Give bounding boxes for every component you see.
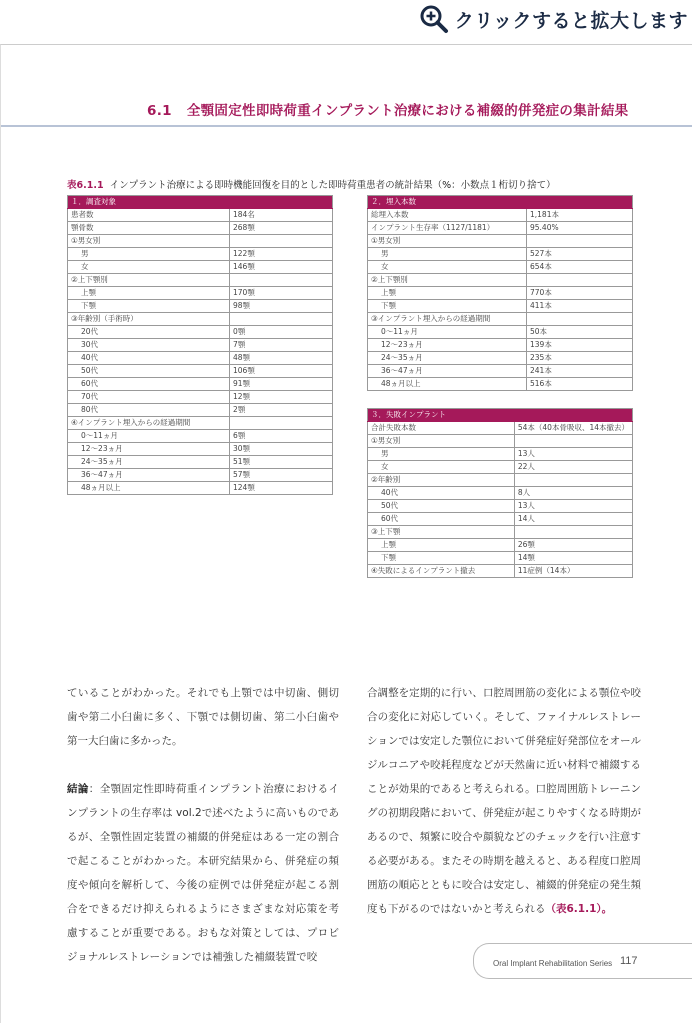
table-cell-value: 11症例（14本） (514, 565, 632, 578)
table-row (368, 274, 633, 287)
table-row (368, 487, 633, 500)
body-text: ていることがわかった。それでも上顎では中切歯、側切歯や第二小臼歯に多く、下顎では側切歯、第二小臼歯や第一大臼歯に多かった。 (67, 687, 339, 747)
table-row (368, 539, 633, 552)
table-row (368, 378, 633, 391)
table-cell-value (230, 235, 333, 248)
table-cell-value: 48顎 (230, 352, 333, 365)
table-cell-label: 24～35ヵ月 (368, 352, 527, 365)
table-row (68, 261, 333, 274)
table-cell-value: 411本 (527, 300, 633, 313)
table-cell-label: 下顎 (368, 552, 515, 565)
table-row (68, 404, 333, 417)
table-cell-value: 122顎 (230, 248, 333, 261)
table-row (68, 391, 333, 404)
table-row (68, 378, 333, 391)
table-cell-value: 170顎 (230, 287, 333, 300)
table-cell-label: 上顎 (68, 287, 230, 300)
table-reference: 表6.1.1 (556, 903, 597, 915)
body-column-left (67, 681, 339, 993)
table-cell-value: 91顎 (230, 378, 333, 391)
table-cell-value: 51顎 (230, 456, 333, 469)
table-cell-label: ④インプラント埋入からの経過期間 (68, 417, 230, 430)
table-cell-value: 54本（40本骨吸収、14本撤去） (514, 422, 632, 435)
table-cell-value: 241本 (527, 365, 633, 378)
table-cell-value: 527本 (527, 248, 633, 261)
table-cell-value: 268顎 (230, 222, 333, 235)
table-cell-label: 下顎 (68, 300, 230, 313)
table-row (68, 417, 333, 430)
table-cell-value: 106顎 (230, 365, 333, 378)
table-cell-label: 12～23ヵ月 (368, 339, 527, 352)
table-row (68, 456, 333, 469)
table-cell-value (514, 409, 632, 422)
table-row (368, 248, 633, 261)
table-cell-value: 0顎 (230, 326, 333, 339)
table-row (68, 339, 333, 352)
table-cell-label: 30代 (68, 339, 230, 352)
zoom-plus-icon (419, 4, 449, 34)
table-cell-label: ③インプラント埋入からの経過期間 (368, 313, 527, 326)
table-cell-label: 下顎 (368, 300, 527, 313)
table-cell-value (527, 196, 633, 209)
section-rule (1, 125, 692, 127)
table-row (368, 313, 633, 326)
body-text: 合調整を定期的に行い、口腔周囲筋の変化による顎位や咬合の変化に対応していく。そして、ファイナルレストレーションでは安定した顎位において併発症好発部位をオールジルコニアや咬耗程度などが天然歯に近い材料で補綴することが効果的であると考えられる。口腔周囲筋トレーニングの初期段階において、併発症が起こりやすくなる時期があるので、頻繁に咬合や顔貌などのチェックを行い注意する必要がある。またその時期を越えると、ある程度口腔周囲筋の順応とともに咬合は安定し、補綴的併発症の発生頻度も下がるのではないかと考えられる (367, 687, 641, 915)
table-cell-label: 男 (368, 248, 527, 261)
table-cell-label: ①男女別 (68, 235, 230, 248)
table-header-row (368, 196, 633, 209)
table-cell-value: 98顎 (230, 300, 333, 313)
table-row (68, 326, 333, 339)
table-row (68, 443, 333, 456)
table-cell-value: 1,181本 (527, 209, 633, 222)
table-cell-label: 80代 (68, 404, 230, 417)
table-row (368, 474, 633, 487)
footer-series: Oral Implant Rehabilitation Series (493, 959, 613, 968)
table-cell-label: 50代 (368, 500, 515, 513)
table-row (68, 313, 333, 326)
table-row (68, 235, 333, 248)
document-page (0, 44, 692, 1023)
table-row (68, 430, 333, 443)
table-cell-label: ②年齢別 (368, 474, 515, 487)
table-row (368, 261, 633, 274)
table-row (68, 482, 333, 495)
table-cell-value: 12顎 (230, 391, 333, 404)
table-row (368, 209, 633, 222)
table-cell-value: 139本 (527, 339, 633, 352)
section-number: 6.1 (147, 103, 172, 119)
table-row (368, 500, 633, 513)
table-cell-value: 95.40% (527, 222, 633, 235)
table-cell-label: ④失敗によるインプラント撤去 (368, 565, 515, 578)
table-cell-value: 22人 (514, 461, 632, 474)
table-cell-label: 女 (68, 261, 230, 274)
table-cell-value (514, 474, 632, 487)
table-row (68, 209, 333, 222)
table-cell-value (527, 313, 633, 326)
table-row (368, 222, 633, 235)
table-cell-value (514, 435, 632, 448)
table-cell-value (230, 196, 333, 209)
body-paragraph (67, 681, 339, 753)
table-row (68, 248, 333, 261)
table-cell-label: 36～47ヵ月 (368, 365, 527, 378)
table-cell-value (527, 235, 633, 248)
table-cell-label: ②上下顎別 (368, 274, 527, 287)
table-cell-value: 235本 (527, 352, 633, 365)
table-caption-text: インプラント治療による即時機能回復を目的とした即時荷重患者の統計結果（%：小数点１桁切り捨て） (109, 180, 556, 191)
table-row (368, 339, 633, 352)
table-cell-label: ③上下顎 (368, 526, 515, 539)
table-row (68, 352, 333, 365)
table-cell-value: 57顎 (230, 469, 333, 482)
body-paragraph (367, 681, 641, 921)
conclusion-label: 結論 (67, 783, 89, 795)
table-caption-number: 表6.1.1 (67, 180, 104, 191)
table-row (68, 365, 333, 378)
zoom-link[interactable] (419, 3, 688, 35)
table-cell-value (230, 274, 333, 287)
table-cell-value (527, 274, 633, 287)
table-row (68, 222, 333, 235)
table-cell-label: 上顎 (368, 287, 527, 300)
zoom-label[interactable]: クリックすると拡大します (454, 9, 688, 32)
table-cell-value (230, 313, 333, 326)
table-cell-label: 60代 (68, 378, 230, 391)
table-cell-label: 50代 (68, 365, 230, 378)
table-cell-label: 女 (368, 461, 515, 474)
table-cell-label: 患者数 (68, 209, 230, 222)
body-text: ：全顎固定性即時荷重インプラント治療におけるインプラントの生存率は vol.2で述べたように高いものであるが、全顎性固定装置の補綴的併発症はある一定の割合で起こることがわかった。本研究結果から、併発症の頻度や傾向を解析して、今後の症例では併発症が起こる割合をできるだけ抑えられるようにさまざまな対応策を考慮することが重要である。おもな対策としては、プロビジョナルレストレーションでは補強した補綴装置で咬 (67, 783, 340, 963)
table-cell-value: 654本 (527, 261, 633, 274)
table-row (68, 287, 333, 300)
table-implant-count (367, 195, 633, 391)
table-cell-label: 0～11ヵ月 (68, 430, 230, 443)
zoom-bar (0, 0, 692, 40)
table-cell-value: 7顎 (230, 339, 333, 352)
table-row (368, 435, 633, 448)
section-title-text: 全顎固定性即時荷重インプラント治療における補綴的併発症の集計結果 (186, 103, 629, 119)
table-cell-label: ①男女別 (368, 435, 515, 448)
table-row (368, 326, 633, 339)
table-header-row (68, 196, 333, 209)
table-failed-implants (367, 408, 633, 578)
table-row (68, 469, 333, 482)
table-row (368, 526, 633, 539)
table-row (368, 352, 633, 365)
table-cell-label: 24～35ヵ月 (68, 456, 230, 469)
table-cell-value: 13人 (514, 500, 632, 513)
table-cell-label: 女 (368, 261, 527, 274)
section-title (147, 99, 643, 119)
table-row (68, 300, 333, 313)
table-cell-value: 770本 (527, 287, 633, 300)
table-survey-subjects (67, 195, 333, 495)
table-cell-label: 36～47ヵ月 (68, 469, 230, 482)
table-cell-label: 20代 (68, 326, 230, 339)
table-cell-label: 40代 (368, 487, 515, 500)
table-cell-value: 2顎 (230, 404, 333, 417)
table-row (368, 287, 633, 300)
table-row (368, 513, 633, 526)
table-cell-value: 184名 (230, 209, 333, 222)
table-cell-label: インプラント生存率（1127/1181） (368, 222, 527, 235)
ref-open: （ (545, 903, 556, 915)
table-cell-label: 40代 (68, 352, 230, 365)
ref-close: ）。 (596, 903, 613, 915)
table-row (368, 300, 633, 313)
table-cell-label: １．調査対象 (68, 196, 230, 209)
table-cell-label: 顎骨数 (68, 222, 230, 235)
table-row (368, 461, 633, 474)
table-cell-value: 516本 (527, 378, 633, 391)
page-number: 117 (620, 955, 638, 967)
table-cell-label: 合計失敗本数 (368, 422, 515, 435)
table-cell-label: 総埋入本数 (368, 209, 527, 222)
table-header-row (368, 409, 633, 422)
table-cell-value: 26顎 (514, 539, 632, 552)
table-cell-label: ３．失敗インプラント (368, 409, 515, 422)
table-cell-value (230, 417, 333, 430)
table-cell-value: 146顎 (230, 261, 333, 274)
table-cell-label: 男 (68, 248, 230, 261)
table-row (368, 565, 633, 578)
table-cell-value (514, 526, 632, 539)
table-row (368, 448, 633, 461)
table-cell-value: 50本 (527, 326, 633, 339)
table-row (368, 235, 633, 248)
table-row (368, 365, 633, 378)
table-cell-label: ②上下顎別 (68, 274, 230, 287)
table-cell-value: 13人 (514, 448, 632, 461)
table-cell-label: 男 (368, 448, 515, 461)
table-cell-label: ２．埋入本数 (368, 196, 527, 209)
table-cell-label: ①男女別 (368, 235, 527, 248)
table-cell-label: 上顎 (368, 539, 515, 552)
table-cell-value: 6顎 (230, 430, 333, 443)
table-cell-value: 8人 (514, 487, 632, 500)
table-cell-label: 12～23ヵ月 (68, 443, 230, 456)
table-cell-label: 0～11ヵ月 (368, 326, 527, 339)
table-cell-value: 124顎 (230, 482, 333, 495)
table-row (368, 422, 633, 435)
table-row (368, 552, 633, 565)
table-cell-label: 60代 (368, 513, 515, 526)
table-cell-label: 70代 (68, 391, 230, 404)
table-cell-value: 30顎 (230, 443, 333, 456)
body-column-right (367, 681, 641, 945)
table-cell-label: ③年齢別（手術時） (68, 313, 230, 326)
table-cell-label: 48ヵ月以上 (68, 482, 230, 495)
table-cell-value: 14顎 (514, 552, 632, 565)
table-caption (67, 177, 653, 191)
table-cell-label: 48ヵ月以上 (368, 378, 527, 391)
table-row (68, 274, 333, 287)
body-paragraph (67, 777, 339, 969)
table-cell-value: 14人 (514, 513, 632, 526)
